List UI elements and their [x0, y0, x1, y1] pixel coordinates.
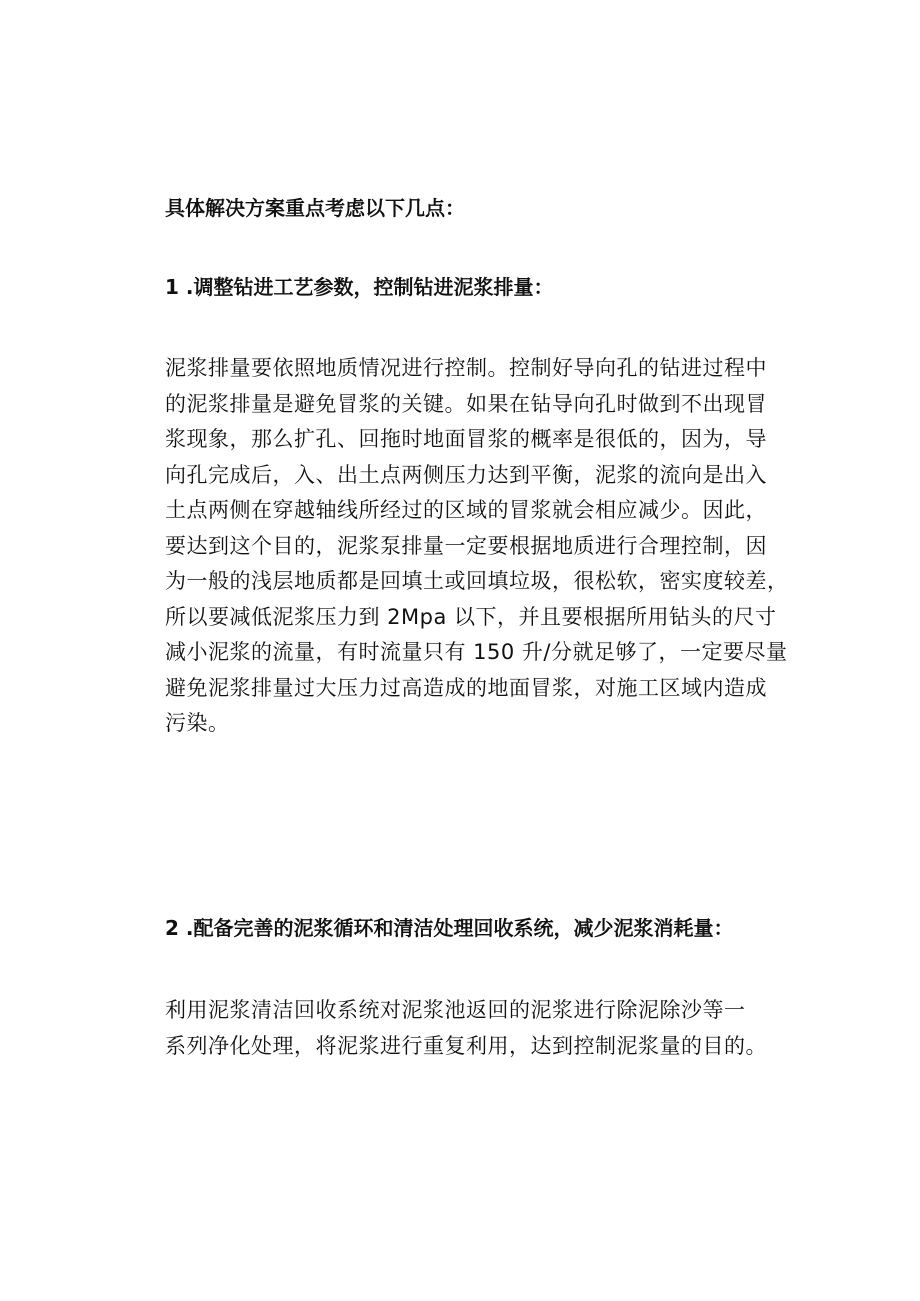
paragraph-line: 所以要减低泥浆压力到 2Mpa 以下，并且要根据所用钻头的尺寸 — [165, 604, 777, 629]
paragraph-line: 的泥浆排量是避免冒浆的关键。如果在钻导向孔时做到不出现冒 — [165, 391, 767, 416]
paragraph-line: 要达到这个目的，泥浆泵排量一定要根据地质进行合理控制，因 — [165, 533, 767, 558]
paragraph-line: 向孔完成后，入、出土点两侧压力达到平衡，泥浆的流向是出入 — [165, 462, 767, 487]
paragraph-line: 避免泥浆排量过大压力过高造成的地面冒浆，对施工区域内造成 — [165, 675, 767, 700]
paragraph-line: 泥浆排量要依照地质情况进行控制。控制好导向孔的钻进过程中 — [165, 356, 767, 380]
paragraph-line: 浆现象，那么扩孔、回拖时地面冒浆的概率是很低的，因为，导 — [165, 427, 767, 451]
paragraph-line: 污染。 — [165, 711, 230, 735]
paragraph-line: 土点两侧在穿越轴线所经过的区域的冒浆就会相应减少。因此， — [165, 498, 767, 522]
paragraph-line: 为一般的浅层地质都是回填土或回填垃圾，很松软，密实度较差， — [165, 569, 789, 593]
section-1-paragraph — [165, 351, 789, 742]
main-heading: 具体解决方案重点考虑以下几点： — [165, 196, 465, 220]
paragraph-line: 系列净化处理，将泥浆进行重复利用，达到控制泥浆量的目的。 — [165, 1033, 767, 1058]
section-1-heading: 1 .调整钻进工艺参数，控制钻进泥浆排量： — [165, 275, 554, 299]
paragraph-line: 减小泥浆的流量，有时流量只有 150 升/分就足够了，一定要尽量 — [165, 640, 788, 664]
section-2-paragraph — [165, 993, 785, 1064]
paragraph-line: 利用泥浆清洁回收系统对泥浆池返回的泥浆进行除泥除沙等一 — [165, 998, 746, 1022]
section-2-heading: 2 .配备完善的泥浆循环和清洁处理回收系统，减少泥浆消耗量： — [165, 916, 734, 940]
